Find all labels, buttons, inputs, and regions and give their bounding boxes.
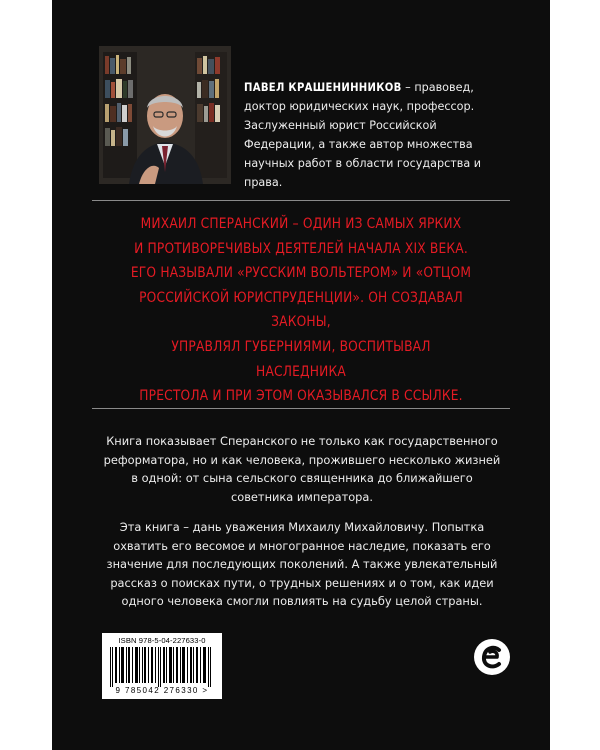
- divider-bottom: [92, 408, 510, 409]
- blurb-line: УПРАВЛЯЛ ГУБЕРНИЯМИ, ВОСПИТЫВАЛ НАСЛЕДНИКА: [171, 337, 431, 380]
- author-bio-text: – правовед, доктор юридических наук, профессор. Заслуженный юрист Российской Федерации, а также автор множества научных работ в области государства и права.: [244, 81, 482, 189]
- description-paragraph-2: Эта книга – дань уважения Михаилу Михайловичу. Попытка охватить его весомое и многогранное наследие, показать его значение для последующих поколений. А также увлекательный рассказ о поисках пути, о трудных решениях и о том, как идеи одного человека смогли повлиять на судьбу целой страны.: [106, 520, 498, 609]
- red-blurb: [125, 212, 476, 409]
- author-bio: [244, 78, 494, 192]
- divider-top: [92, 200, 510, 201]
- publisher-logo-icon: [473, 638, 511, 676]
- description-paragraph-1: Книга показывает Сперанского не только как государственного реформатора, но и как человека, прожившего несколько жизней в одной: от сына сельского священника до ближайшего советника императора.: [103, 434, 501, 504]
- author-name: ПАВЕЛ КРАШЕНИННИКОВ: [244, 81, 402, 94]
- author-photo: [99, 46, 231, 184]
- blurb-line: ПРЕСТОЛА И ПРИ ЭТОМ ОКАЗЫВАЛСЯ В ССЫЛКЕ.: [139, 387, 463, 405]
- blurb-line: И ПРОТИВОРЕЧИВЫХ ДЕЯТЕЛЕЙ НАЧАЛА XIX ВЕКА.: [134, 239, 468, 257]
- blurb-line: РОССИЙСКОЙ ЮРИСПРУДЕНЦИИ». ОН СОЗДАВАЛ ЗАКОНЫ,: [139, 288, 463, 331]
- book-back-cover: [52, 0, 550, 750]
- barcode-bars: [108, 647, 216, 687]
- isbn-label: ISBN 978-5-04-227633-0: [118, 636, 206, 645]
- blurb-line: ЕГО НАЗЫВАЛИ «РУССКИМ ВОЛЬТЕРОМ» И «ОТЦОМ: [130, 264, 472, 282]
- barcode-digits: 9 785042 276330 >: [115, 686, 209, 695]
- barcode: [102, 633, 222, 699]
- blurb-line: МИХАИЛ СПЕРАНСКИЙ – ОДИН ИЗ САМЫХ ЯРКИХ: [140, 215, 462, 232]
